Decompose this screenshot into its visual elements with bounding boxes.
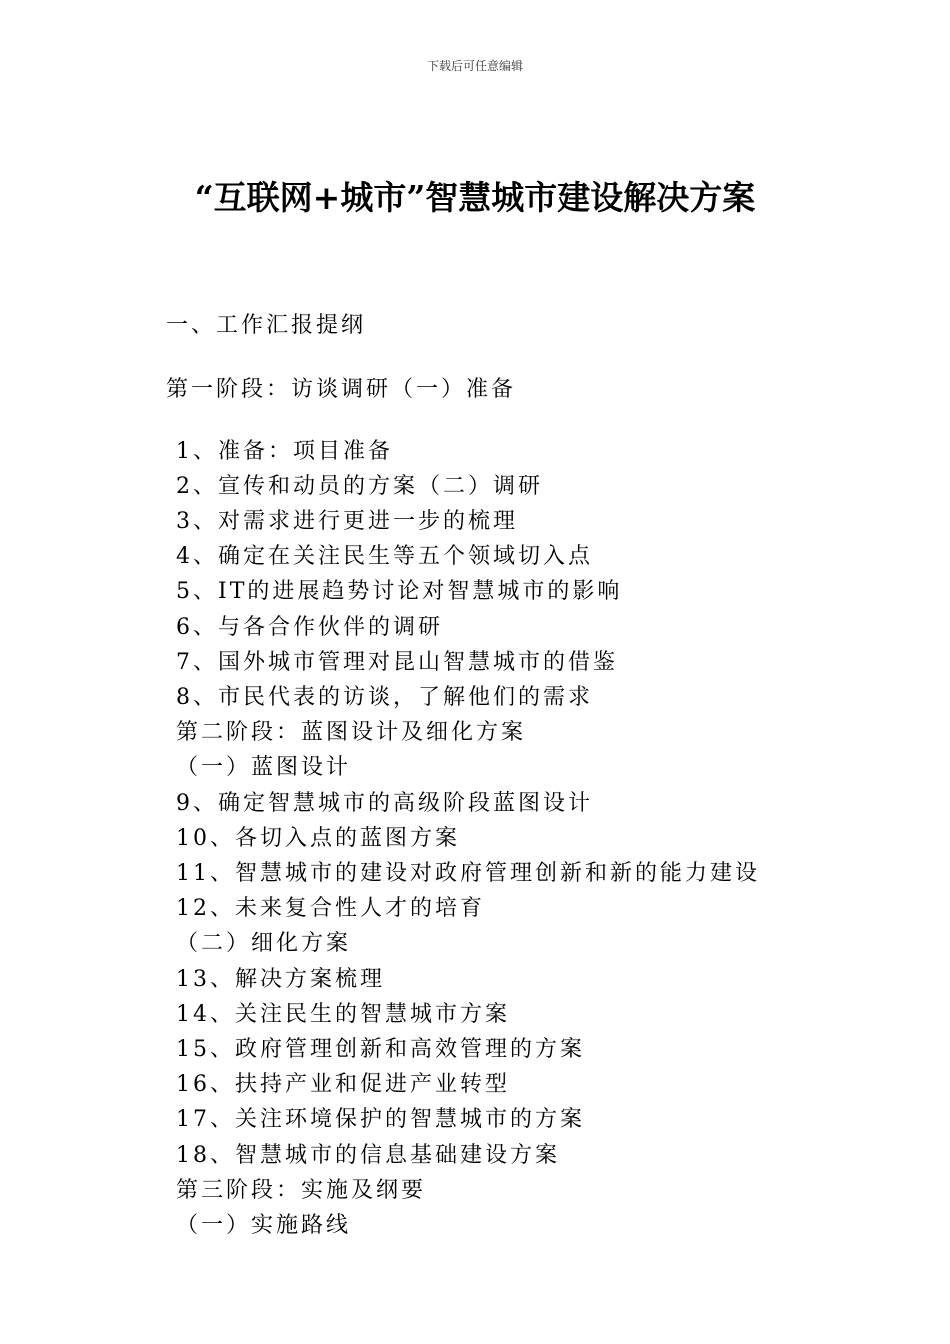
outline-item: 5、IT的进展趋势讨论对智慧城市的影响 xyxy=(176,579,623,604)
outline-item: 10、各切入点的蓝图方案 xyxy=(176,826,460,851)
document-title: “互联网+城市”智慧城市建设解决方案 xyxy=(194,178,756,217)
outline-item: 3、对需求进行更进一步的梳理 xyxy=(176,509,518,534)
outline-item: 2、宣传和动员的方案（二）调研 xyxy=(176,474,543,499)
section-heading: 一、工作汇报提纲 xyxy=(166,313,367,338)
outline-item: 17、关注环境保护的智慧城市的方案 xyxy=(176,1107,585,1132)
outline-item: 1、准备：项目准备 xyxy=(176,439,393,464)
outline-item: 第三阶段：实施及纲要 xyxy=(176,1178,427,1203)
outline-item: （二）细化方案 xyxy=(176,931,352,956)
outline-item: 14、关注民生的智慧城市方案 xyxy=(176,1002,510,1027)
outline-item: 7、国外城市管理对昆山智慧城市的借鉴 xyxy=(176,650,618,675)
outline-item: 4、确定在关注民生等五个领域切入点 xyxy=(176,544,593,569)
outline-item: （一）实施路线 xyxy=(176,1213,352,1238)
outline-item: 15、政府管理创新和高效管理的方案 xyxy=(176,1037,585,1062)
outline-item: 16、扶持产业和促进产业转型 xyxy=(176,1072,510,1097)
outline-item: 11、智慧城市的建设对政府管理创新和新的能力建设 xyxy=(176,861,760,886)
outline-item: 8、市民代表的访谈，了解他们的需求 xyxy=(176,685,593,710)
header-note: 下载后可任意编辑 xyxy=(426,59,523,73)
outline-item: 6、与各合作伙伴的调研 xyxy=(176,615,443,640)
outline-item: 第二阶段：蓝图设计及细化方案 xyxy=(176,720,527,745)
outline-item: 12、未来复合性人才的培育 xyxy=(176,896,485,921)
outline-item: 13、解决方案梳理 xyxy=(176,967,385,992)
outline-item: 9、确定智慧城市的高级阶段蓝图设计 xyxy=(176,791,593,816)
phase-heading: 第一阶段：访谈调研（一）准备 xyxy=(166,377,517,402)
outline-item: （一）蓝图设计 xyxy=(176,755,352,780)
outline-item: 18、智慧城市的信息基础建设方案 xyxy=(176,1143,560,1168)
